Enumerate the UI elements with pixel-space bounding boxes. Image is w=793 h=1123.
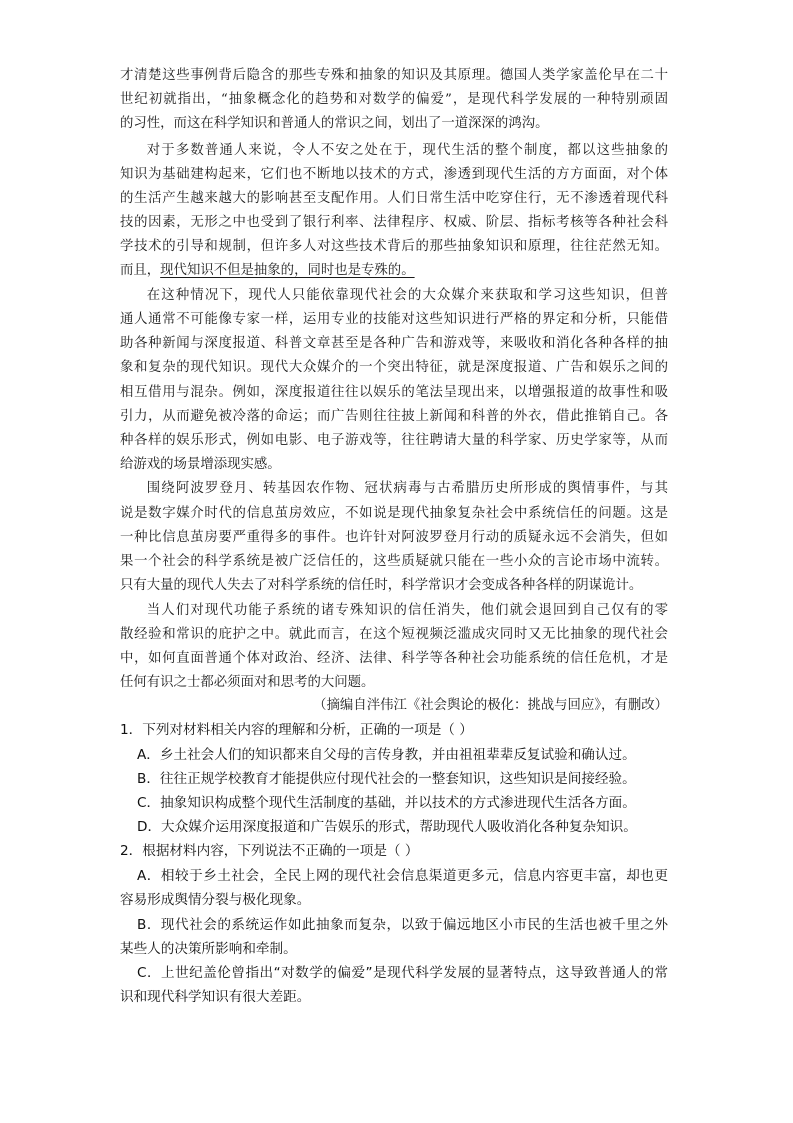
option-text: C．上世纪盖伦曾指出“对数学的偏爱”是现代科学发展的显著特点，这导致普通人的常 <box>137 965 668 981</box>
passage-line: 只有大量的现代人失去了对科学系统的信任时，科学常识才会变成各种各样的阴谋诡计。 <box>120 578 643 593</box>
passage-text: 而且， <box>120 263 161 278</box>
question-stem: 2．根据材料内容，下列说法不正确的一项是（ ） <box>120 843 419 859</box>
passage-line: 说是数字媒介时代的信息茧房效应，不如说是现代抽象复杂社会中系统信任的问题。这是 <box>120 506 668 521</box>
source-citation: （摘编自泮伟江《社会舆论的极化：挑战与回应》，有删改） <box>313 698 668 713</box>
option-a[interactable] <box>120 865 668 912</box>
option-d[interactable]: D．大众媒介运用深度报道和广告娱乐的形式，帮助现代人吸收消化各种复杂知识。 <box>137 819 637 835</box>
question-stem: 1．下列对材料相关内容的理解和分析，正确的一项是（ ） <box>120 722 473 738</box>
passage-line <box>120 259 668 282</box>
option-text: B．现代社会的系统运作如此抽象而复杂，以致于偏远地区小市民的生活也被千里之外 <box>137 917 668 933</box>
passage-line: 的生活产生越来越大的影响甚至支配作用。人们日常生活中吃穿住行，无不渗透着现代科 <box>120 191 668 206</box>
passage-line: 助各种新闻与深度报道、科普文章甚至是各种广告和游戏等，来吸收和消化各种各样的抽 <box>120 336 668 351</box>
option-c[interactable] <box>120 962 668 1009</box>
option-text: A．相较于乡土社会，全民上网的现代社会信息渠道更多元，信息内容更丰富，却也更 <box>137 868 668 884</box>
passage-line: 学技术的引导和规制，但许多人对这些技术背后的那些抽象知识和原理，往往茫然无知。 <box>120 239 668 254</box>
passage-line: 通人通常不可能像专家一样，运用专业的技能对这些知识进行严格的界定和分析，只能借 <box>120 312 668 327</box>
passage-line: 的习性，而这在科学知识和普通人的常识之间，划出了一道深深的鸿沟。 <box>120 116 549 131</box>
passage-line: 才清楚这些事例背后隐含的那些专殊和抽象的知识及其原理。德国人类学家盖伦早在二十 <box>120 68 668 83</box>
option-text: 容易形成舆情分裂与极化现象。 <box>120 891 311 908</box>
passage-line: 散经验和常识的庇护之中。就此而言，在这个短视频泛滥成灾同时又无比抽象的现代社会 <box>120 627 668 642</box>
passage-line: 中，如何直面普通个体对政治、经济、法律、科学等各种社会功能系统的信任危机，才是 <box>120 651 668 666</box>
passage-line: 引力，从而避免被冷落的命运；而广告则往往披上新闻和科普的外衣，借此推销自己。各 <box>120 409 668 424</box>
passage-line: 任何有识之士都必须面对和思考的大问题。 <box>120 675 375 690</box>
passage-line: 果一个社会的科学系统是被广泛信任的，这些质疑就只能在一些小众的言论市场中流转。 <box>120 554 668 569</box>
passage-line: 种各样的娱乐形式，例如电影、电子游戏等，往往聘请大量的科学家、历史学家等，从而 <box>120 433 668 448</box>
option-text: 某些人的决策所影响和牵制。 <box>120 940 297 957</box>
option-a[interactable]: A．乡土社会人们的知识都来自父母的言传身教，并由祖祖辈辈反复试验和确认过。 <box>137 747 636 763</box>
option-b[interactable] <box>120 914 668 961</box>
passage-line: 在这种情况下，现代人只能依靠现代社会的大众媒介来获取和学习这些知识，但普 <box>146 288 668 303</box>
passage-line: 围绕阿波罗登月、转基因农作物、冠状病毒与古希腊历史所形成的舆情事件，与其 <box>146 481 668 496</box>
passage-line: 一种比信息茧房要严重得多的事件。也许针对阿波罗登月行动的质疑永远不会消失，但如 <box>120 530 668 545</box>
option-b[interactable]: B．往往正规学校教育才能提供应付现代社会的一整套知识，这些知识是间接经验。 <box>137 771 636 787</box>
passage-line: 世纪初就指出，“抽象概念化的趋势和对数学的偏爱”，是现代科学发展的一种特别顽固 <box>120 92 668 107</box>
passage-line: 当人们对现代功能子系统的诸专殊知识的信任消失，他们就会退回到自己仅有的零 <box>146 603 668 618</box>
passage-line: 对于多数普通人来说，令人不安之处在于，现代生活的整个制度，都以这些抽象的 <box>146 143 668 158</box>
passage-line: 相互借用与混杂。例如，深度报道往往以娱乐的笔法呈现出来，以增强报道的故事性和吸 <box>120 385 668 400</box>
passage-line: 象和复杂的现代知识。现代大众媒介的一个突出特征，就是深度报道、广告和娱乐之间的 <box>120 360 668 375</box>
option-text: 识和现代科学知识有很大差距。 <box>120 988 311 1005</box>
passage-line: 给游戏的场景增添现实感。 <box>120 457 281 472</box>
passage-line: 技的因素，无形之中也受到了银行利率、法律程序、权威、阶层、指标考核等各种社会科 <box>120 215 668 230</box>
passage-line: 知识为基础建构起来，它们也不断地以技术的方式，渗透到现代生活的方方面面，对个体 <box>120 167 668 182</box>
option-c[interactable]: C．抽象知识构成整个现代生活制度的基础，并以技术的方式渗进现代生活各方面。 <box>137 795 636 811</box>
underlined-sentence: 现代知识不但是抽象的，同时也是专殊的。 <box>160 263 415 278</box>
